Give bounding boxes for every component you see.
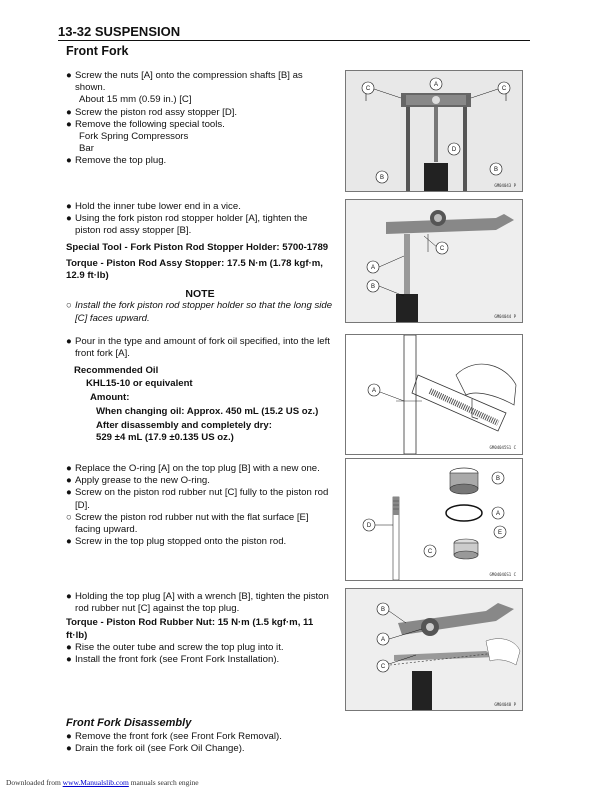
bullet-icon: ● bbox=[66, 487, 72, 499]
bullet-icon: ● bbox=[66, 201, 72, 212]
bullet-icon: ● bbox=[66, 475, 72, 487]
list-item: ● Apply grease to the new O-ring. bbox=[66, 475, 210, 487]
figure-wrench-tighten bbox=[345, 588, 523, 711]
list-item: ● Replace the O-ring [A] on the top plug [B] with a new one. bbox=[66, 463, 320, 474]
figure-stopper-holder bbox=[345, 199, 523, 323]
disassembly-text bbox=[66, 731, 334, 755]
svg-text:A: A bbox=[433, 82, 439, 89]
bullet-icon: ● bbox=[66, 106, 72, 118]
bullet-icon: ● bbox=[66, 654, 72, 666]
list-item: ● Drain the fork oil (see Fork Oil Change). bbox=[66, 743, 245, 755]
svg-text:A: A bbox=[371, 388, 377, 395]
svg-text:C: C bbox=[439, 246, 445, 253]
svg-text:B: B bbox=[370, 284, 376, 291]
bullet-icon: ● bbox=[66, 213, 72, 225]
svg-text:B: B bbox=[495, 476, 501, 483]
list-item: ● Holding the top plug [A] with a wrench [B], tighten the piston rod rubber nut [C] against the top plug. bbox=[66, 591, 329, 615]
amount-line: 529 ±4 mL (17.9 ±0.135 US oz.) bbox=[96, 432, 234, 444]
spec-line: About 15 mm (0.59 in.) [C] bbox=[79, 94, 192, 106]
bullet-icon: ● bbox=[66, 731, 72, 742]
list-item: ● Screw in the top plug stopped onto the piston rod. bbox=[66, 536, 287, 548]
svg-text:GM04046S1 C: GM04046S1 C bbox=[489, 572, 516, 577]
svg-text:E: E bbox=[497, 530, 503, 537]
figure-top-plug bbox=[345, 458, 523, 581]
svg-text:C: C bbox=[380, 664, 386, 671]
note-item: ○ Install the fork piston rod stopper holder so that the long side [C] faces upward. bbox=[66, 300, 333, 324]
list-item: ● Remove the top plug. bbox=[66, 155, 167, 167]
oil-spec: KHL15-10 or equivalent bbox=[86, 377, 193, 389]
section-title: Front Fork bbox=[66, 44, 129, 58]
figure-fork-compressor bbox=[345, 70, 523, 192]
bullet-icon: ● bbox=[66, 641, 72, 653]
svg-text:C: C bbox=[427, 549, 433, 556]
list-item: ● Using the fork piston rod stopper holder [A], tighten the piston rod assy stopper [B]. bbox=[66, 213, 308, 237]
step2-text bbox=[66, 201, 334, 325]
amount-line: When changing oil: Approx. 450 mL (15.2 US oz.) bbox=[96, 406, 319, 418]
list-item: ● Remove the front fork (see Front Fork Removal). bbox=[66, 731, 282, 742]
bullet-icon: ● bbox=[66, 591, 72, 602]
tool-item: Bar bbox=[79, 143, 94, 155]
page-header-title: 13-32 SUSPENSION bbox=[58, 24, 181, 39]
list-item: ● Screw on the piston rod rubber nut [C] fully to the piston rod [D]. bbox=[66, 487, 329, 511]
amount-heading: Amount: bbox=[90, 391, 130, 403]
bullet-icon: ● bbox=[66, 70, 72, 81]
list-item: ● Install the front fork (see Front Fork Installation). bbox=[66, 654, 280, 666]
svg-text:C: C bbox=[501, 86, 507, 93]
svg-text:A: A bbox=[370, 265, 376, 272]
bullet-icon: ● bbox=[66, 336, 72, 347]
note-heading: NOTE bbox=[185, 288, 215, 301]
svg-text:A: A bbox=[380, 637, 386, 644]
list-item: ● Screw the piston rod assy stopper [D]. bbox=[66, 106, 238, 118]
list-item: ● Remove the following special tools. bbox=[66, 118, 225, 130]
footer: Downloaded from www.Manualslib.com manuals search engine bbox=[6, 778, 199, 787]
step1-text bbox=[66, 70, 334, 168]
torque-line: Torque - Piston Rod Rubber Nut: 15 N·m (1.5 kgf·m, 11 ft·lb) bbox=[66, 617, 314, 641]
list-item: ● Screw the nuts [A] onto the compression shafts [B] as shown. bbox=[66, 70, 303, 94]
figure-oil-pour bbox=[345, 334, 523, 455]
svg-text:D: D bbox=[366, 523, 372, 530]
bullet-icon: ● bbox=[66, 118, 72, 130]
bullet-icon: ● bbox=[66, 743, 72, 755]
svg-text:B: B bbox=[380, 607, 386, 614]
manualslib-link[interactable]: www.Manualslib.com bbox=[62, 778, 129, 787]
list-item: ● Rise the outer tube and screw the top plug into it. bbox=[66, 641, 284, 653]
bullet-icon: ● bbox=[66, 155, 72, 167]
list-item: ● Hold the inner tube lower end in a vice. bbox=[66, 201, 241, 212]
step5-text bbox=[66, 591, 334, 666]
note-item: ○ Screw the piston rod rubber nut with the flat surface [E] facing upward. bbox=[66, 511, 309, 536]
bullet-icon: ● bbox=[66, 463, 72, 474]
oil-heading: Recommended Oil bbox=[74, 365, 159, 377]
svg-text:GM04045S1 C: GM04045S1 C bbox=[489, 445, 516, 450]
svg-text:GM04044 P: GM04044 P bbox=[494, 314, 516, 319]
svg-text:A: A bbox=[495, 511, 501, 518]
svg-text:C: C bbox=[365, 86, 371, 93]
svg-text:D: D bbox=[451, 147, 457, 154]
tool-item: Fork Spring Compressors bbox=[79, 131, 189, 143]
svg-text:GM04043 P: GM04043 P bbox=[494, 183, 516, 188]
amount-line: After disassembly and completely dry: bbox=[96, 420, 272, 432]
subsection-title: Front Fork Disassembly bbox=[66, 717, 192, 729]
header-rule bbox=[58, 40, 530, 41]
list-item: ● Pour in the type and amount of fork oil specified, into the left front fork [A]. bbox=[66, 336, 330, 360]
svg-text:B: B bbox=[493, 167, 499, 174]
special-tool-line: Special Tool - Fork Piston Rod Stopper Holder: 5700-1789 bbox=[66, 241, 329, 253]
step4-text bbox=[66, 463, 334, 548]
step3-text bbox=[66, 336, 334, 445]
svg-text:GM04048 P: GM04048 P bbox=[494, 702, 516, 707]
bullet-icon: ● bbox=[66, 536, 72, 548]
torque-line: Torque - Piston Rod Assy Stopper: 17.5 N·m (1.78 kgf·m, 12.9 ft·lb) bbox=[66, 257, 323, 282]
svg-text:B: B bbox=[379, 175, 385, 182]
